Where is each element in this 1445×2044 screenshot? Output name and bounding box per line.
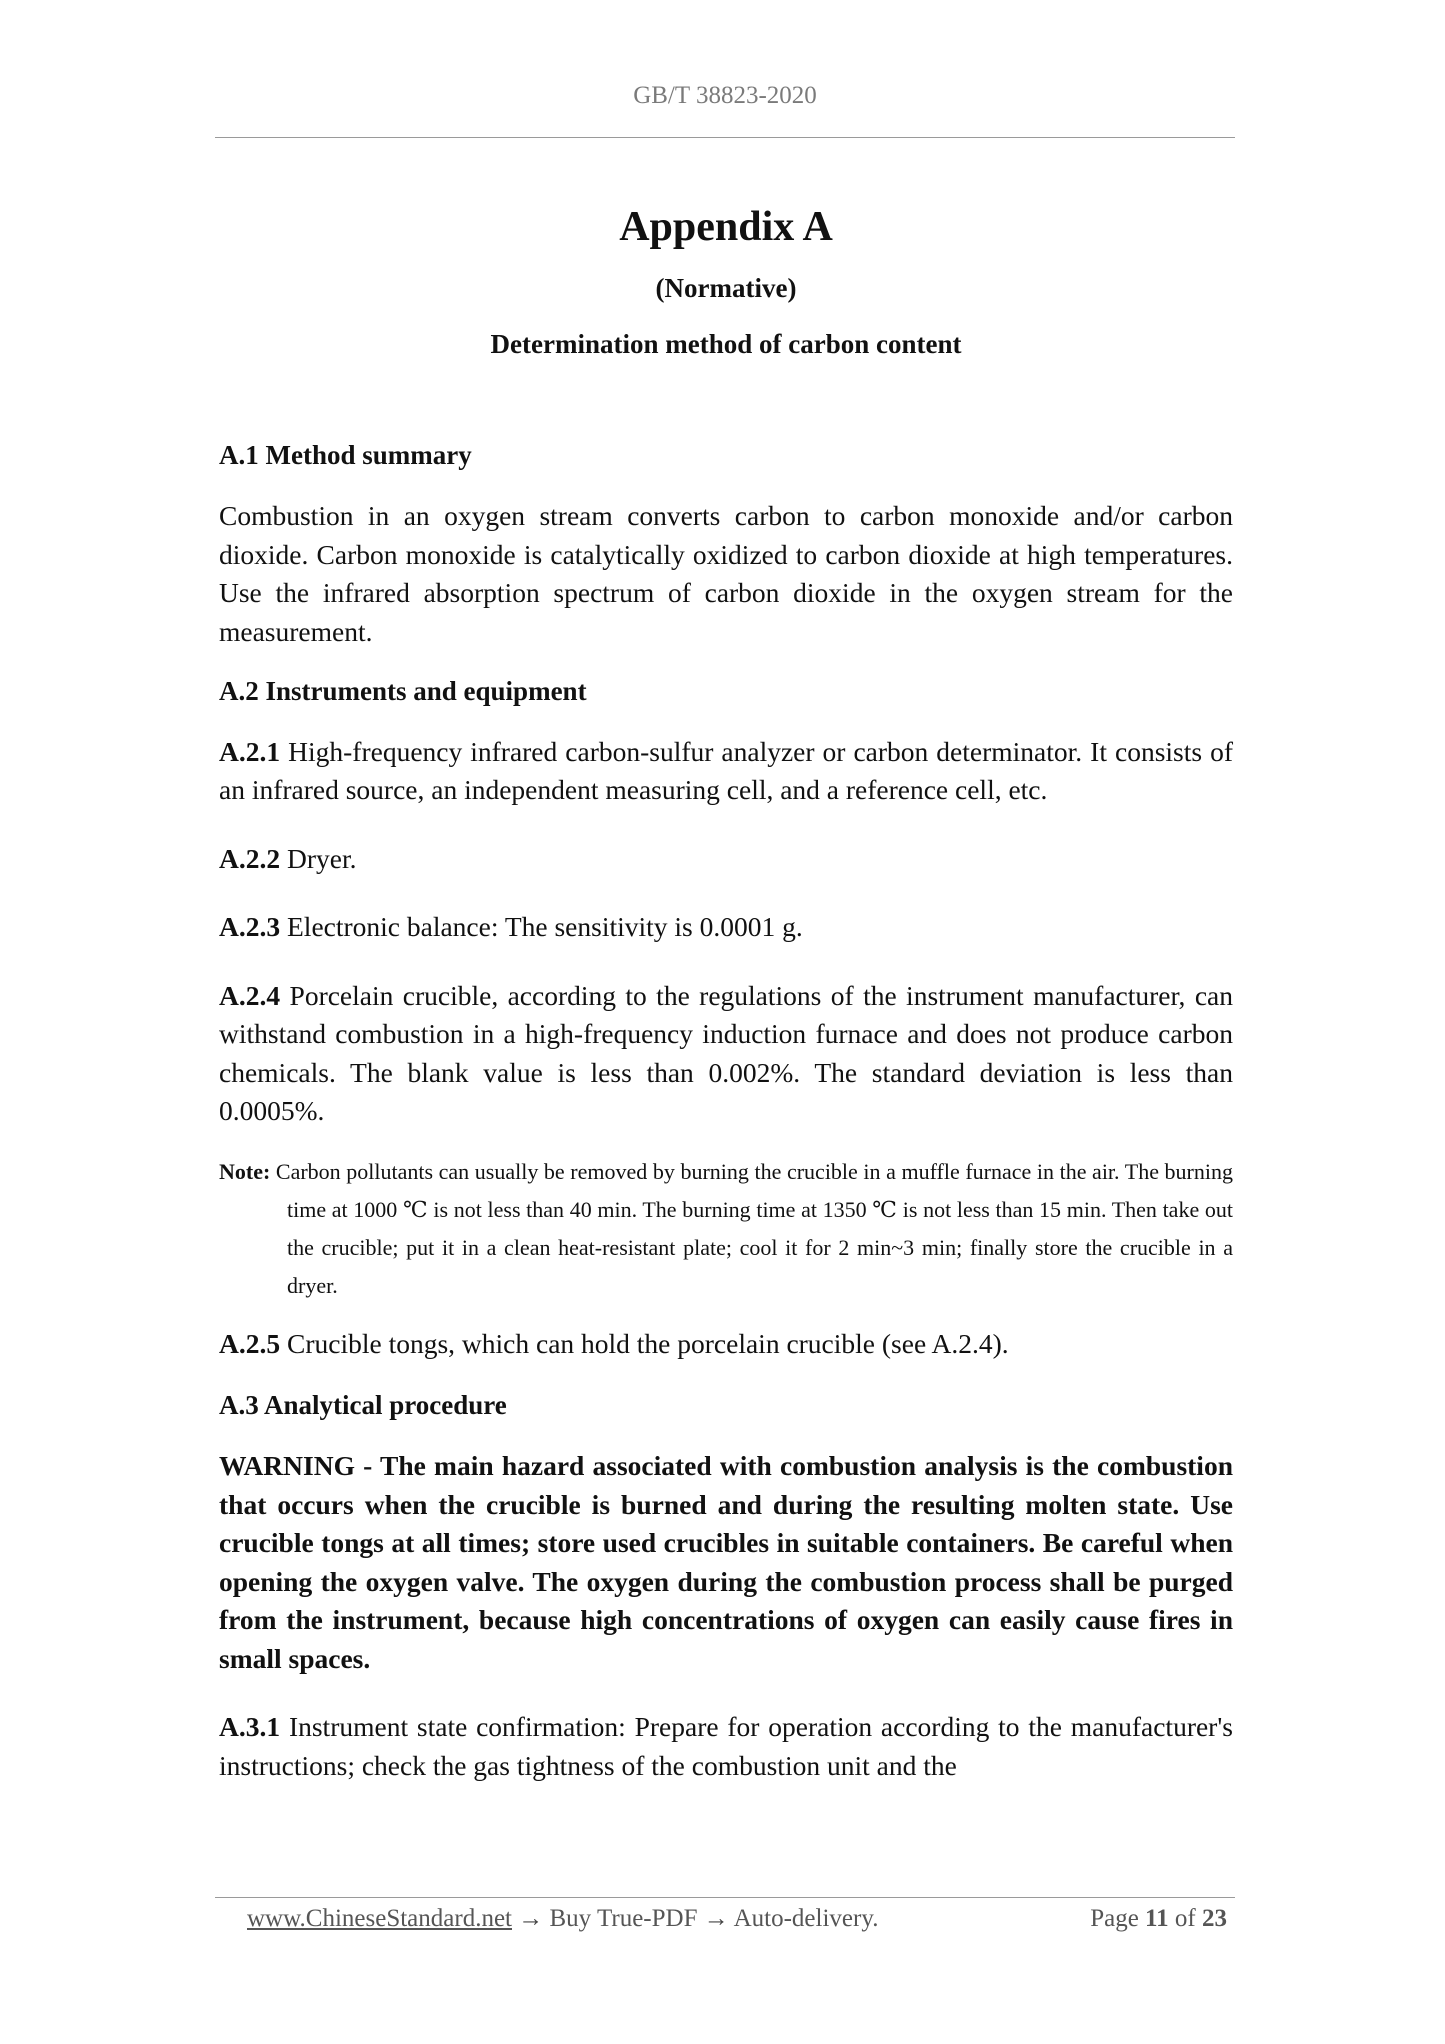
of-word: of [1174, 1905, 1196, 1932]
delivery-text: Auto-delivery. [728, 1905, 879, 1932]
clause-a24-note [219, 1153, 1233, 1305]
note-label: Note: [219, 1158, 271, 1184]
header-divider [215, 137, 1235, 138]
page-content [219, 190, 1233, 1785]
page-total: 23 [1202, 1905, 1227, 1932]
clause-a31 [219, 1708, 1233, 1785]
clause-a31-number: A.3.1 [219, 1711, 281, 1743]
page-number [1090, 1902, 1227, 1936]
footer-divider [215, 1897, 1235, 1898]
clause-a22 [219, 840, 1233, 879]
clause-a24-text: Porcelain crucible, according to the regulations of the instrument manufacturer, can withstand combustion in a high-frequency induction furnace and does not produce carbon chemicals. The blank value is less than 0.002%. The standard deviation is less than 0.0005%. [219, 979, 1233, 1127]
clause-a23 [219, 908, 1233, 947]
note-text: Carbon pollutants can usually be removed by burning the crucible in a muffle furnace in the air. The burning time at 1000 ℃ is not less than 40 min. The burning time at 1350 ℃ is not less than 15 min. Then take out the crucible; put it in a clean heat-resistant plate; cool it for 2 min~3 min; finally store the crucible in a dryer. [270, 1158, 1233, 1298]
clause-a24-number: A.2.4 [219, 979, 281, 1011]
clause-a25-number: A.2.5 [219, 1327, 281, 1359]
clause-a23-text: Electronic balance: The sensitivity is 0.0001 g. [280, 911, 803, 943]
buy-text: Buy True-PDF [543, 1905, 704, 1932]
page-footer [247, 1902, 1227, 1936]
clause-a23-number: A.2.3 [219, 911, 281, 943]
page-word: Page [1090, 1905, 1139, 1932]
arrow-right-icon: → [703, 1905, 729, 1932]
clause-a22-number: A.2.2 [219, 842, 281, 874]
clause-a25-text: Crucible tongs, which can hold the porcelain crucible (see A.2.4). [280, 1327, 1009, 1359]
standard-id: GB/T 38823-2020 [633, 82, 817, 109]
page-current: 11 [1145, 1905, 1169, 1932]
section-a3-heading: A.3 Analytical procedure [219, 1390, 507, 1421]
section-a1-text: Combustion in an oxygen stream converts carbon to carbon monoxide and/or carbon dioxide. Carbon monoxide is catalytically oxidized to carbon dioxide at high temperatures. Use the infrared absorption spectrum of carbon dioxide in the oxygen stream for the measurement. [219, 500, 1233, 647]
clause-a22-text: Dryer. [280, 842, 357, 874]
clause-a21-number: A.2.1 [219, 735, 281, 767]
section-a2-heading: A.2 Instruments and equipment [219, 676, 587, 707]
page-header [215, 82, 1235, 110]
arrow-right-icon: → [518, 1905, 544, 1932]
clause-a31-text: Instrument state confirmation: Prepare for operation according to the manufacturer's instructions; check the gas tightness of the combustion unit and the [219, 1711, 1233, 1781]
clause-a24 [219, 977, 1233, 1131]
section-a1-heading: A.1 Method summary [219, 440, 472, 471]
clause-a21-text: High-frequency infrared carbon-sulfur analyzer or carbon determinator. It consists of an infrared source, an independent measuring cell, and a reference cell, etc. [219, 735, 1233, 806]
appendix-type: (Normative) [655, 273, 797, 304]
appendix-title: Appendix A [619, 204, 833, 250]
warning-text: WARNING - The main hazard associated with combustion analysis is the combustion that occurs when the crucible is burned and during the resulting molten state. Use crucible tongs at all times; store used crucibles in suitable containers. Be careful when opening the oxygen valve. The oxygen during the combustion process shall be purged from the instrument, because high concentrations of oxygen can easily cause fires in small spaces. [219, 1450, 1233, 1674]
clause-a21 [219, 733, 1233, 810]
appendix-subtitle: Determination method of carbon content [490, 329, 962, 360]
website-link[interactable]: www.ChineseStandard.net [247, 1905, 512, 1932]
clause-a25 [219, 1325, 1233, 1364]
